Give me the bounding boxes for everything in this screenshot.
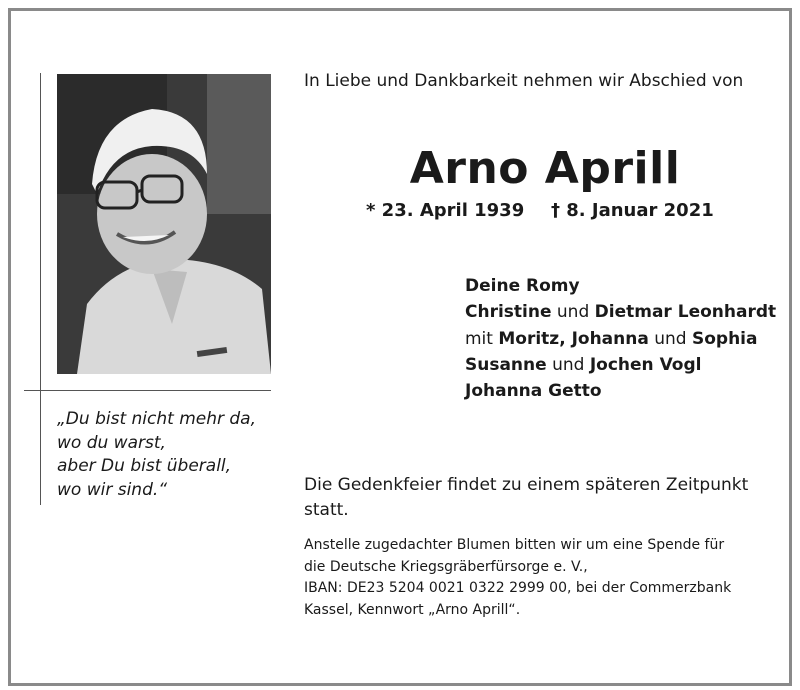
family-line: Deine Romy bbox=[465, 276, 580, 296]
family-line bbox=[465, 326, 776, 352]
connector: und bbox=[552, 354, 585, 375]
deceased-name: Arno Aprill bbox=[409, 143, 681, 194]
birth-date: * 23. April 1939 bbox=[366, 200, 525, 221]
donation-line: IBAN: DE23 5204 0021 0322 2999 00, bei der Commerzbank bbox=[304, 580, 732, 596]
vertical-divider bbox=[40, 73, 41, 505]
quote-line: „Du bist nicht mehr da, bbox=[57, 409, 257, 429]
donation-line: die Deutsche Kriegsgräberfürsorge e. V., bbox=[304, 558, 588, 575]
donation-notice bbox=[304, 535, 774, 621]
horizontal-divider bbox=[24, 390, 271, 391]
family-line bbox=[465, 352, 776, 378]
family-member: Dietmar Leonhardt bbox=[594, 302, 777, 323]
family-member: Sophia bbox=[691, 328, 758, 349]
family-line bbox=[465, 299, 776, 325]
family-signatures bbox=[465, 273, 776, 404]
donation-line: Kassel, Kennwort „Arno Aprill“. bbox=[304, 601, 521, 618]
death-date: † 8. Januar 2021 bbox=[551, 200, 714, 221]
family-member: Susanne bbox=[465, 354, 547, 375]
ceremony-line: Die Gedenkfeier findet zu einem späteren Zeitpunkt bbox=[304, 475, 749, 495]
ceremony-notice bbox=[304, 473, 774, 523]
memorial-quote bbox=[57, 408, 277, 502]
quote-line: wo du warst, bbox=[57, 432, 166, 453]
quote-line: wo wir sind.“ bbox=[57, 479, 168, 500]
connector: und bbox=[556, 302, 590, 323]
connector: mit bbox=[465, 328, 493, 349]
ceremony-line: statt. bbox=[304, 500, 349, 520]
portrait-photo bbox=[57, 74, 271, 374]
connector: und bbox=[654, 328, 687, 349]
intro-text: In Liebe und Dankbarkeit nehmen wir Abschied von bbox=[304, 71, 744, 91]
family-member: Christine bbox=[465, 302, 552, 323]
portrait-illustration bbox=[57, 74, 271, 374]
family-member: Jochen Vogl bbox=[589, 354, 702, 375]
quote-line: aber Du bist überall, bbox=[57, 456, 232, 476]
family-member: Moritz, Johanna bbox=[498, 328, 649, 349]
family-line: Johanna Getto bbox=[465, 381, 602, 402]
donation-line: Anstelle zugedachter Blumen bitten wir um eine Spende für bbox=[304, 537, 725, 553]
